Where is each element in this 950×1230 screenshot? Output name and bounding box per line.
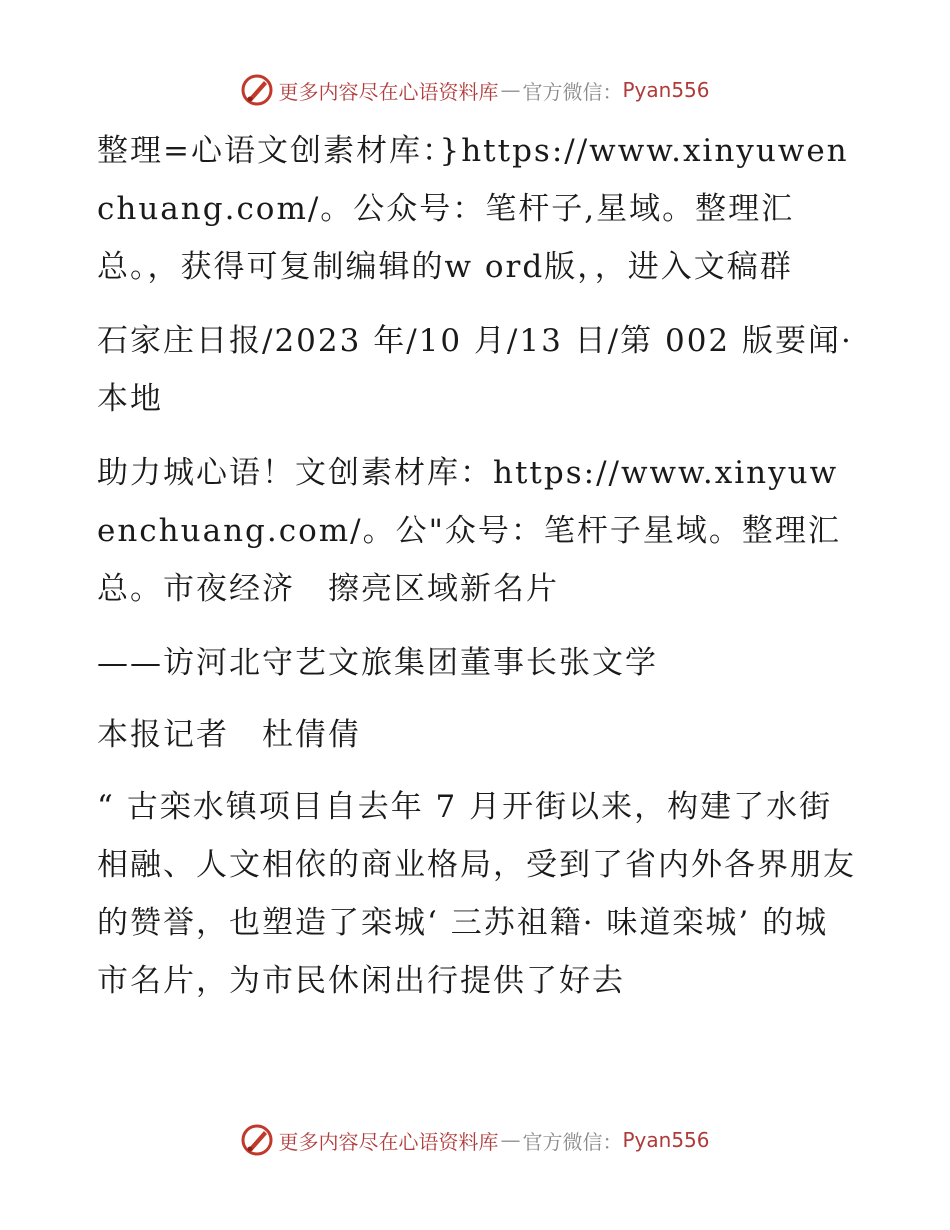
paragraph-subtitle: ——访河北守艺文旅集团董事长张文学: [97, 645, 658, 681]
watermark-text: 更多内容尽在心语资料库: [278, 79, 499, 104]
paragraph-publication-info: 石家庄日报/2023 年/10 月/13 日/第 002 版要闻· 本地: [97, 323, 853, 417]
paragraph-body: “ 古栾水镇项目自去年 7 月开街以来，构建了水街相融、人文相依的商业格局，受到了省内外各界朋友的赞誉，也塑造了栾城‘ 三苏祖籍· 味道栾城’ 的城市名片，为市民休闲出行提供了好去: [97, 789, 856, 999]
watermark-separator: —: [500, 1128, 521, 1152]
watermark-official-label: 官方微信：: [522, 1129, 623, 1154]
paragraph-byline: 本报记者 杜倩倩: [97, 717, 361, 753]
pen-logo-icon: [240, 1123, 274, 1157]
header-watermark: [0, 70, 950, 110]
footer-watermark: [0, 1120, 950, 1160]
watermark-wechat-id: Pyan556: [622, 1128, 710, 1152]
pen-logo-icon: [240, 73, 274, 107]
watermark-text: 更多内容尽在心语资料库: [278, 1129, 499, 1154]
document-body: [97, 122, 857, 1026]
watermark-wechat-id: Pyan556: [622, 78, 710, 102]
watermark-official-label: 官方微信：: [522, 79, 623, 104]
watermark-separator: —: [500, 78, 521, 102]
paragraph-source-note-1: 整理=心语文创素材库：}https://www.xinyuwenchuang.com/。公众号：笔杆子,星域。整理汇总。，获得可复制编辑的w ord版，，进入文稿群: [97, 133, 849, 285]
paragraph-source-note-2: 助力城心语！文创素材库：https://www.xinyuwenchuang.com/。公"众号：笔杆子星域。整理汇总。市夜经济 擦亮区域新名片: [97, 455, 841, 607]
